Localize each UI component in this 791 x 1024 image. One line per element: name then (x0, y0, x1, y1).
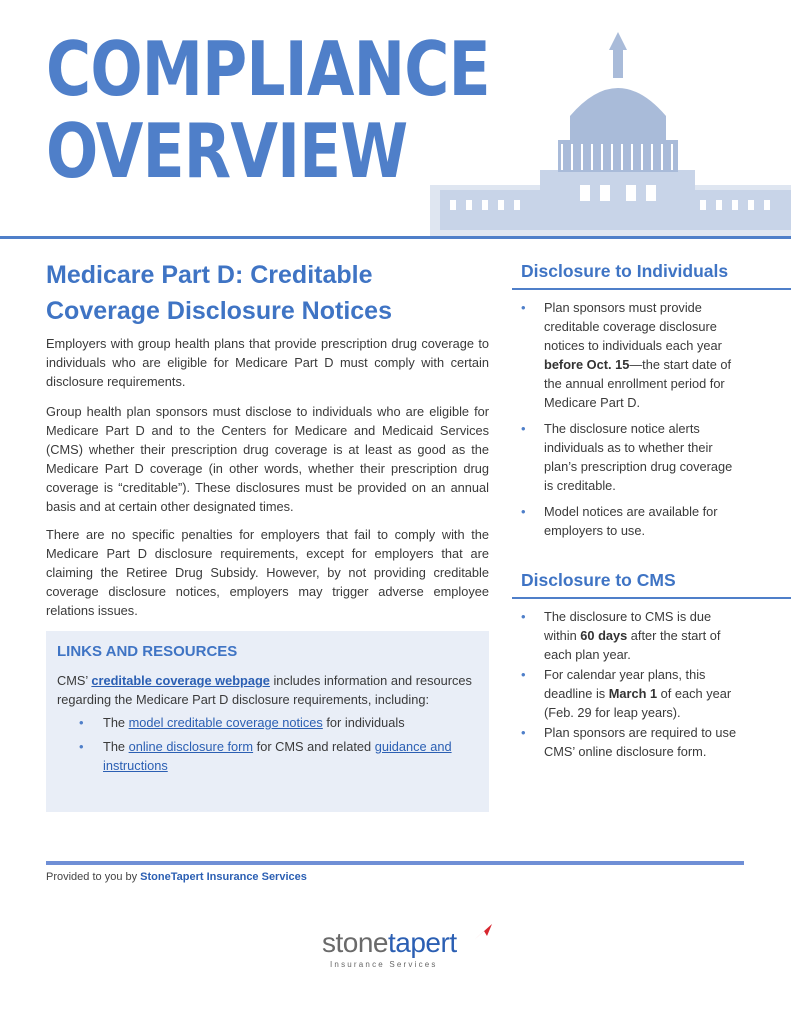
links-intro: CMS’ creditable coverage webpage includes information and resources regarding the Medicare Part D disclosure requirements, including: (57, 673, 472, 707)
creditable-coverage-webpage-link[interactable]: creditable coverage webpage (91, 673, 270, 688)
online-disclosure-form-link[interactable]: online disclosure form (128, 739, 254, 754)
list-item: • The disclosure to CMS is due within 60 days after the start of each plan year. (512, 607, 744, 664)
links-list (57, 713, 478, 780)
intro-paragraph: Employers with group health plans that provide prescription drug coverage to individuals who are eligible for Medicare Part D must comply with certain disclosure requirements. (46, 336, 489, 389)
individuals-divider (512, 288, 791, 290)
footer-credit: Provided to you by StoneTapert Insurance Services (46, 871, 307, 883)
individuals-list (512, 298, 791, 547)
cms-list (512, 607, 791, 768)
list-item: • Plan sponsors must provide creditable coverage disclosure notices to individuals each year before Oct. 15—the start date of the annual enrollment period for Medicare Part D. (512, 298, 744, 412)
footer-divider (46, 861, 744, 865)
list-item: • The model creditable coverage notices for individuals (57, 713, 478, 732)
header-title (46, 25, 490, 195)
header-title-line2: OVERVIEW (46, 107, 408, 195)
list-item: • The disclosure notice alerts individuals as to whether their plan’s prescription drug coverage is creditable. (512, 419, 744, 495)
logo-check-icon (472, 922, 494, 942)
header-divider (0, 236, 791, 239)
list-item: • For calendar year plans, this deadline is March 1 of each year (Feb. 29 for leap years). (512, 665, 744, 722)
disclosure-paragraph: Group health plan sponsors must disclose to individuals who are eligible for Medicare Part D and to the Centers for Medicare and Medicaid Services (CMS) whether their prescription drug coverage is at least as good as the Medicare Part D coverage (in other words, whether their prescription drug coverage is “creditable”). These disclosures must be provided on an annual basis and at certain other designated times. (46, 404, 489, 514)
list-item: • Plan sponsors are required to use CMS’ online disclosure form. (512, 723, 744, 761)
cms-heading: Disclosure to CMS (521, 570, 676, 590)
penalties-paragraph: There are no specific penalties for employers that fail to comply with the Medicare Part D disclosure requirements, except for employers that are claiming the Retiree Drug Subsidy. However, by not providing creditable coverage disclosure notices, employers may trigger adverse employee relations issues. (46, 527, 489, 618)
page-title: Medicare Part D: Creditable Coverage Disclosure Notices (46, 261, 392, 325)
list-item: • The online disclosure form for CMS and related guidance and instructions (57, 737, 478, 775)
stonetapert-logo: stonetapert Insurance Services (322, 922, 502, 974)
model-notices-link[interactable]: model creditable coverage notices (128, 715, 323, 730)
links-resources-box (46, 631, 489, 812)
capitol-building-image (430, 20, 791, 238)
guidance-instructions-link[interactable]: guidance and instructions (103, 739, 452, 773)
list-item: • Model notices are available for employers to use. (512, 502, 744, 540)
cms-divider (512, 597, 791, 599)
header-title-line1: COMPLIANCE (46, 25, 490, 113)
links-heading: LINKS AND RESOURCES (57, 643, 238, 660)
individuals-heading: Disclosure to Individuals (521, 261, 729, 281)
